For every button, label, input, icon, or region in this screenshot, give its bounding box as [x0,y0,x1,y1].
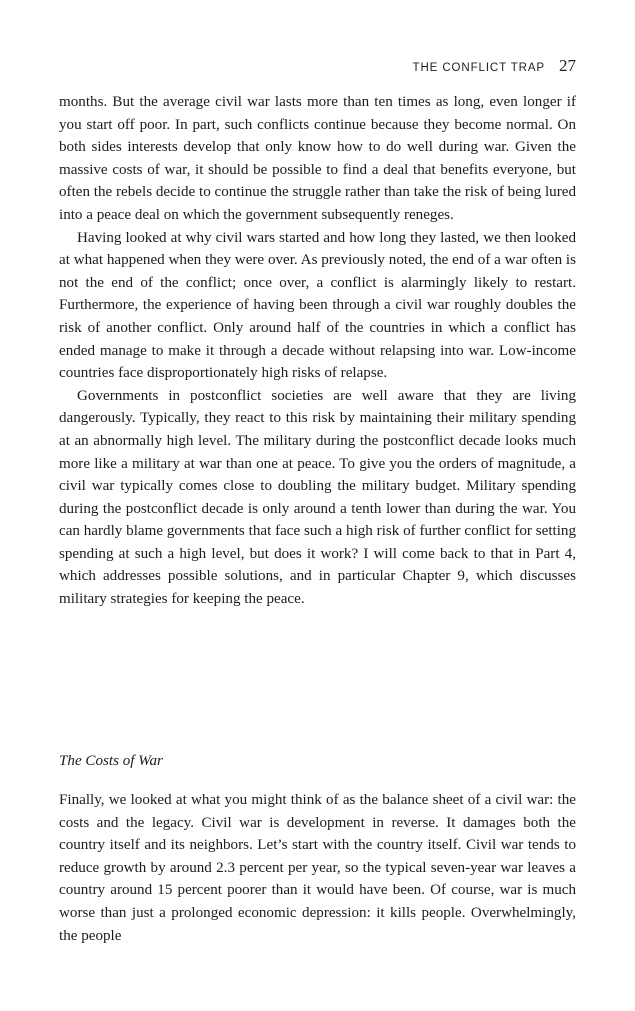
section-text-block [59,789,576,947]
running-head [413,56,576,76]
paragraph: Finally, we looked at what you might think of as the balance sheet of a civil war: the costs and the legacy. Civil war is development in reverse. It damages both the country itself and its neighbors. Let’s start with the country itself. Civil war tends to reduce growth by around 2.3 percent per year, so the typical seven-year war leaves a country around 15 percent poorer than it would have been. Of course, war is much worse than just a prolonged economic depression: it kills people. Overwhelmingly, the people [59,792,576,944]
paragraph: Having looked at why civil wars started and how long they lasted, we then looked at what happened when they were over. As previously noted, the end of a war often is not the end of the conflict; once over, a conflict is alarmingly likely to restart. Furthermore, the experience of having been through a civil war roughly doubles the risk of another conflict. Only around half of the countries in which a conflict has ended manage to make it through a decade without relapsing into war. Low-income countries face disproportionately high risks of relapse. [59,229,576,382]
page-number: 27 [559,56,576,75]
section-heading: The Costs of War [59,753,163,769]
paragraph-continuation: months. But the average civil war lasts more than ten times as long, even longer if you start off poor. In part, such conflicts continue because they become normal. On both sides interests develop that only know how to do well during war. Given the massive costs of war, it should be possible to find a deal that benefits everyone, but often the rebels decide to continue the struggle rather than take the risk of being lured into a peace deal on which the government subsequently reneges. [59,94,576,223]
body-text-block [59,91,576,611]
running-title: THE CONFLICT TRAP [412,62,545,74]
paragraph: Governments in postconflict societies are well aware that they are living dangerously. Typically, they react to this risk by maintaining their military spending at an abnormally high level. The military during the postconflict decade looks much more like a military at war than one at peace. To give you the orders of magnitude, a civil war typically comes close to doubling the military budget. Military spending during the postconflict decade is only around a tenth lower than during the war. You can hardly blame governments that face such a high risk of further conflict for setting spending at such a high level, but does it work? I will come back to that in Part 4, which addresses possible solutions, and in particular Chapter 9, which discusses military strategies for keeping the peace. [59,387,576,608]
